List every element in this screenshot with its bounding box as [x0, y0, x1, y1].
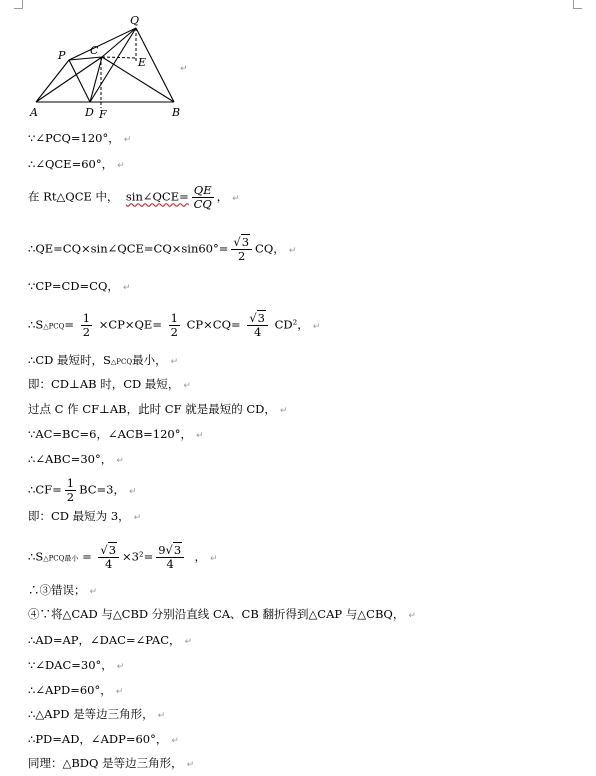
label-q: Q	[130, 14, 140, 27]
line-4: ∴QE=CQ×sin∠QCE=CQ×sin60°= $\frac{√3}{2}$ CQ， ↵	[28, 235, 297, 263]
line-10: ∵AC=BC=6，∠ACB=120°， ↵	[28, 427, 204, 441]
line-5: ∵CP=CD=CQ， ↵	[28, 279, 131, 293]
line-6: ∴S△PCQ= $\frac{1}{2}$ ×CP×QE= $\frac{1}{2}$ CP×CQ= $\frac{√3}{4}$ CD²， ↵	[28, 311, 321, 339]
line-15: ∴③错误； ↵	[28, 583, 98, 597]
line-9: 过点 C 作 CF⊥AB，此时 CF 就是最短的 CD， ↵	[28, 402, 288, 416]
crop-mark-left	[14, 0, 23, 9]
segment-pd	[69, 60, 90, 102]
line-20: ∴△APD 是等边三角形， ↵	[28, 707, 166, 721]
fraction: $\frac{√3}{4}$	[247, 312, 268, 339]
fraction: $\frac{1}{2}$	[66, 476, 75, 504]
line-17: ∴AD=AP，∠DAC=∠PAC， ↵	[28, 633, 193, 647]
label-e: E	[138, 56, 147, 69]
line-18: ∵∠DAC=30°， ↵	[28, 658, 125, 672]
fraction: $\frac{9√3}{4}$	[156, 544, 184, 571]
line-19: ∴∠APD=60°， ↵	[28, 683, 124, 697]
fraction: $\frac{1}{2}$	[82, 311, 91, 339]
line-16: ④∵将△CAD 与△CBD 分别沿直线 CA、CB 翻折得到△CAP 与△CBQ， ↵	[28, 607, 416, 621]
label-d: D	[85, 106, 94, 119]
fraction: $\frac{QE}{CQ}$	[193, 183, 212, 211]
fraction: $\frac{√3}{4}$	[98, 544, 119, 571]
segment-cq	[102, 28, 136, 57]
label-c: C	[90, 44, 99, 57]
line-13: 即：CD 最短为 3， ↵	[28, 509, 142, 523]
label-p: P	[58, 49, 66, 62]
paragraph-mark: ↵	[180, 64, 188, 74]
line-3: 在 Rt△QCE 中， sin∠QCE= $\frac{QE}{CQ}$ ， ↵	[28, 183, 240, 211]
crop-mark-right	[573, 0, 582, 9]
fraction: $\frac{1}{2}$	[170, 311, 178, 339]
line-12: ∴CF= $\frac{1}{2}$ BC=3， ↵	[28, 476, 137, 504]
line-7: ∴CD 最短时，S△PCQ最小， ↵	[28, 353, 179, 367]
geometry-figure	[24, 12, 224, 132]
segment-ap	[36, 60, 69, 102]
label-a: A	[30, 106, 38, 119]
line-1: ∵∠PCQ=120°， ↵	[28, 131, 132, 145]
label-f: F	[99, 108, 107, 121]
line-14: ∴S△PCQ最小 = $\frac{√3}{4}$ ×3²= $\frac{9√3}{4}$ ， ↵	[28, 543, 218, 571]
line-8: 即：CD⊥AB 时，CD 最短， ↵	[28, 377, 191, 391]
line-2: ∴∠QCE=60°， ↵	[28, 157, 125, 171]
fraction: $\frac{√3}{2}$	[231, 236, 252, 263]
line-21: ∴PD=AD，∠ADP=60°， ↵	[28, 732, 179, 746]
line-11: ∴∠ABC=30°， ↵	[28, 452, 124, 466]
segment-ce	[102, 57, 136, 58]
label-b: B	[172, 106, 181, 119]
line-22: 同理：△BDQ 是等边三角形， ↵	[28, 756, 195, 770]
